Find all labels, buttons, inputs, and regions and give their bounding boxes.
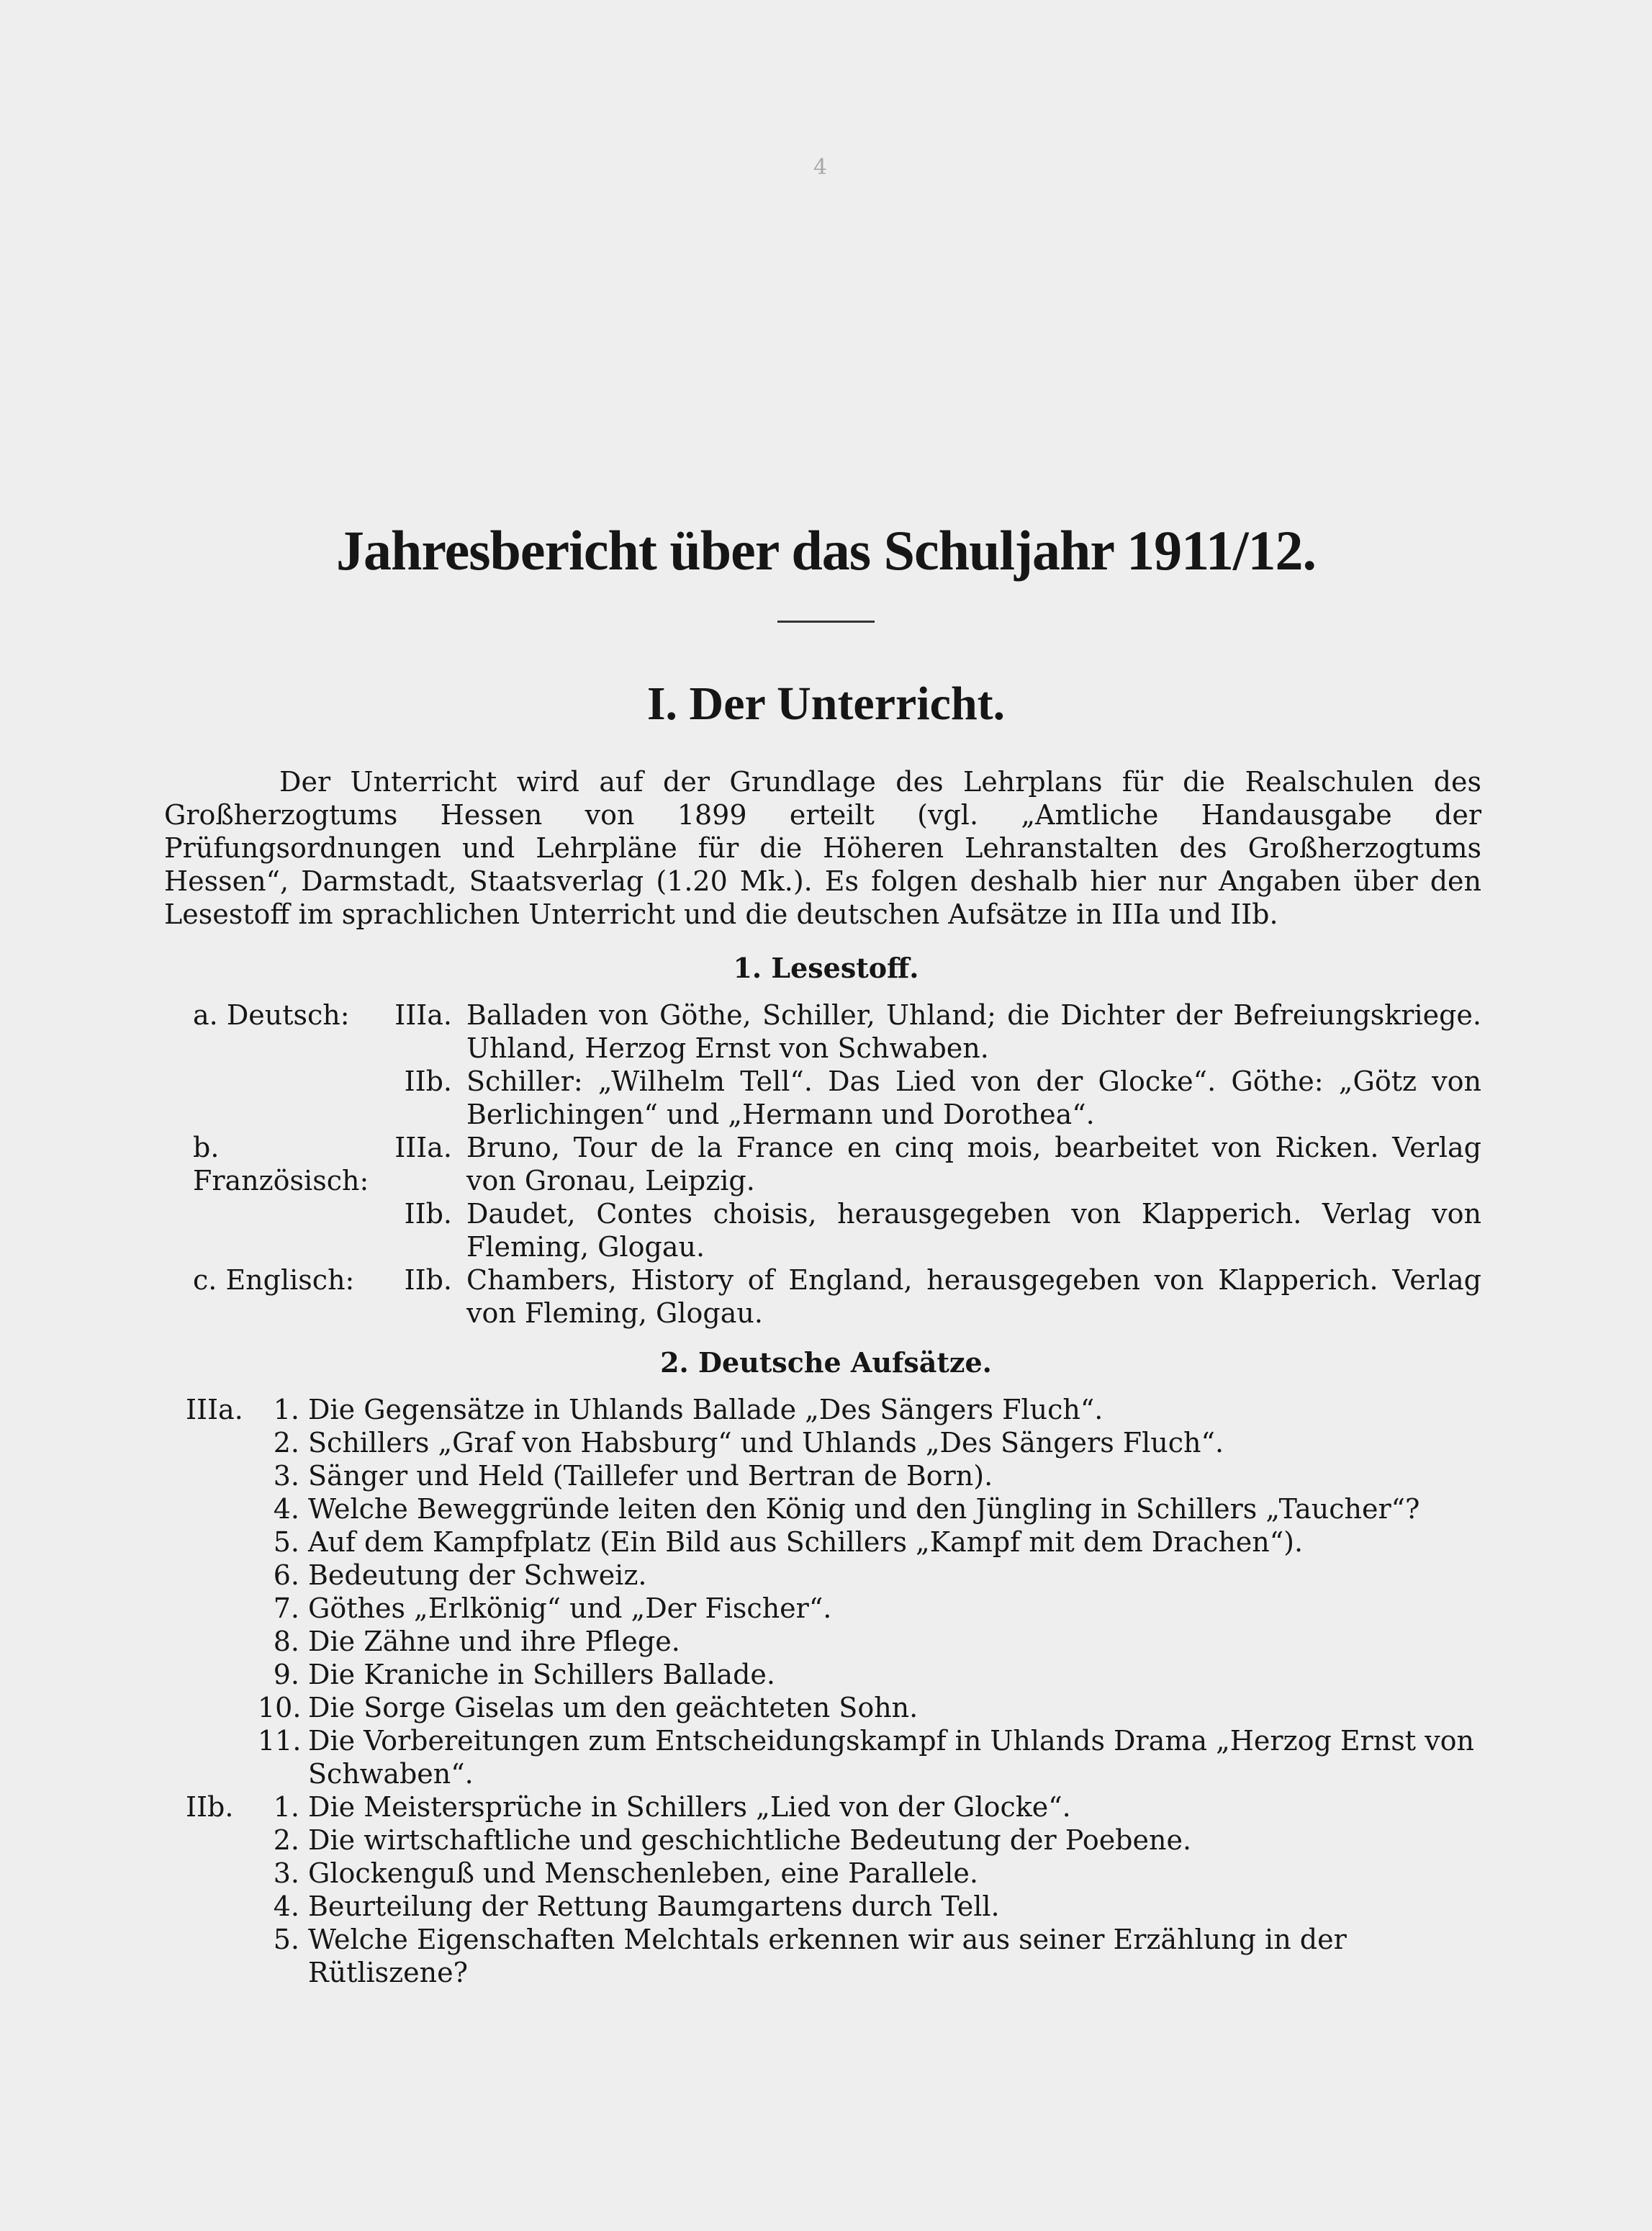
essay-title: Die Kraniche in Schillers Ballade. bbox=[308, 1659, 775, 1690]
essay-item bbox=[164, 1857, 1481, 1890]
essay-class-label: IIb. bbox=[186, 1791, 234, 1823]
essay-item bbox=[164, 1393, 1481, 1426]
essay-title: Göthes „Erlkönig“ und „Der Fischer“. bbox=[308, 1592, 832, 1624]
essay-title: Bedeutung der Schweiz. bbox=[308, 1559, 647, 1591]
reading-text: Balladen von Göthe, Schiller, Uhland; die Dichter der Befreiungskriege. Uhland, Herzog Ernst von Schwaben. bbox=[466, 999, 1481, 1064]
reading-text: Chambers, History of England, herausgegeben von Klapperich. Verlag von Fleming, Glogau. bbox=[466, 1264, 1481, 1329]
reading-text: Schiller: „Wilhelm Tell“. Das Lied von der Glocke“. Göthe: „Götz von Berlichingen“ und „Hermann und Dorothea“. bbox=[466, 1065, 1481, 1130]
essay-number: 2. bbox=[273, 1427, 299, 1459]
essay-title: Auf dem Kampfplatz (Ein Bild aus Schillers „Kampf mit dem Drachen“). bbox=[308, 1526, 1304, 1558]
reading-row bbox=[164, 999, 1481, 1065]
essay-list bbox=[164, 1393, 1481, 1989]
essay-title: Die wirtschaftliche und geschichtliche Bedeutung der Poebene. bbox=[308, 1824, 1192, 1856]
reading-list bbox=[164, 999, 1481, 1330]
reading-class: IIb. bbox=[404, 1264, 452, 1296]
reading-class: IIb. bbox=[404, 1198, 452, 1230]
reading-row bbox=[164, 1065, 1481, 1131]
page-title: Jahresbericht über das Schuljahr 1911/12. bbox=[335, 519, 1317, 582]
essay-title: Die Sorge Giselas um den geächteten Sohn. bbox=[308, 1692, 918, 1723]
essay-number: 3. bbox=[273, 1460, 299, 1492]
essay-title: Glockenguß und Menschenleben, eine Parallele. bbox=[308, 1857, 978, 1889]
essay-item bbox=[164, 1525, 1481, 1559]
essay-number: 10. bbox=[258, 1692, 302, 1723]
essay-title: Die Zähne und ihre Pflege. bbox=[308, 1626, 680, 1657]
essay-number: 5. bbox=[273, 1924, 299, 1955]
essay-number: 1. bbox=[273, 1791, 299, 1823]
essay-item bbox=[164, 1492, 1481, 1525]
essay-title: Sänger und Held (Taillefer und Bertran de Born). bbox=[308, 1460, 993, 1492]
essay-number: 1. bbox=[273, 1394, 299, 1425]
reading-text: Daudet, Contes choisis, herausgegeben von Klapperich. Verlag von Fleming, Glogau. bbox=[466, 1198, 1481, 1263]
reading-class: IIIa. bbox=[394, 999, 452, 1031]
essay-number: 7. bbox=[273, 1592, 299, 1624]
essay-item bbox=[164, 1890, 1481, 1923]
essays-heading: 2. Deutsche Aufsätze. bbox=[660, 1346, 992, 1379]
page-number: 4 bbox=[813, 155, 828, 180]
essay-title: Welche Eigenschaften Melchtals erkennen wir aus seiner Erzählung in der Rütliszene? bbox=[308, 1924, 1347, 1988]
essay-title: Welche Beweggründe leiten den König und den Jüngling in Schillers „Taucher“? bbox=[308, 1493, 1420, 1525]
reading-row bbox=[164, 1131, 1481, 1197]
essay-item bbox=[164, 1923, 1481, 1989]
essay-number: 8. bbox=[273, 1626, 299, 1657]
essay-title: Die Vorbereitungen zum Entscheidungskampf in Uhlands Drama „Herzog Ernst von Schwaben“. bbox=[308, 1725, 1474, 1790]
essay-item bbox=[164, 1426, 1481, 1459]
essay-item bbox=[164, 1724, 1481, 1790]
reading-row bbox=[164, 1197, 1481, 1263]
essay-number: 4. bbox=[273, 1493, 299, 1525]
essay-number: 5. bbox=[273, 1526, 299, 1558]
essay-title: Die Gegensätze in Uhlands Ballade „Des Sängers Fluch“. bbox=[308, 1394, 1103, 1425]
essay-item bbox=[164, 1658, 1481, 1691]
reading-row bbox=[164, 1263, 1481, 1330]
title-rule bbox=[777, 621, 875, 623]
reading-class: IIIa. bbox=[394, 1132, 452, 1163]
essay-item bbox=[164, 1459, 1481, 1492]
intro-paragraph bbox=[164, 765, 1481, 931]
essay-title: Beurteilung der Rettung Baumgartens durch Tell. bbox=[308, 1890, 1000, 1922]
essay-item bbox=[164, 1592, 1481, 1625]
essay-item bbox=[164, 1824, 1481, 1857]
essay-number: 6. bbox=[273, 1559, 299, 1591]
essay-item bbox=[164, 1559, 1481, 1592]
essay-class-label: IIIa. bbox=[186, 1394, 243, 1425]
section-heading: I. Der Unterricht. bbox=[646, 677, 1006, 730]
intro-text: Der Unterricht wird auf der Grundlage des Lehrplans für die Realschulen des Großherzogtums Hessen von 1899 erteilt (vgl. „Amtliche Handausgabe der Prüfungsordnungen und Lehrpläne für die Höheren Lehranstalten des Großherzogtums Hessen“, Darmstadt, Staatsverlag (1.20 Mk.). Es folgen deshalb hier nur Angaben über den Lesestoff im sprachlichen Unterricht und die deutschen Aufsätze in IIIa und IIb. bbox=[164, 766, 1481, 930]
essay-title: Schillers „Graf von Habsburg“ und Uhlands „Des Sängers Fluch“. bbox=[308, 1427, 1224, 1459]
reading-text: Bruno, Tour de la France en cinq mois, bearbeitet von Ricken. Verlag von Gronau, Leipzig. bbox=[466, 1132, 1481, 1196]
essay-number: 11. bbox=[258, 1725, 302, 1757]
essay-number: 9. bbox=[273, 1659, 299, 1690]
essay-item bbox=[164, 1691, 1481, 1724]
essay-item bbox=[164, 1790, 1481, 1824]
essay-title: Die Meistersprüche in Schillers „Lied von der Glocke“. bbox=[308, 1791, 1071, 1823]
essay-number: 2. bbox=[273, 1824, 299, 1856]
essay-item bbox=[164, 1625, 1481, 1658]
essay-number: 3. bbox=[273, 1857, 299, 1889]
reading-class: IIb. bbox=[404, 1065, 452, 1097]
essay-number: 4. bbox=[273, 1890, 299, 1922]
reading-language: a. Deutsch: bbox=[193, 999, 350, 1031]
reading-language: c. Englisch: bbox=[193, 1264, 355, 1296]
reading-heading: 1. Lesestoff. bbox=[733, 952, 919, 984]
reading-language: b. Französisch: bbox=[193, 1132, 369, 1196]
